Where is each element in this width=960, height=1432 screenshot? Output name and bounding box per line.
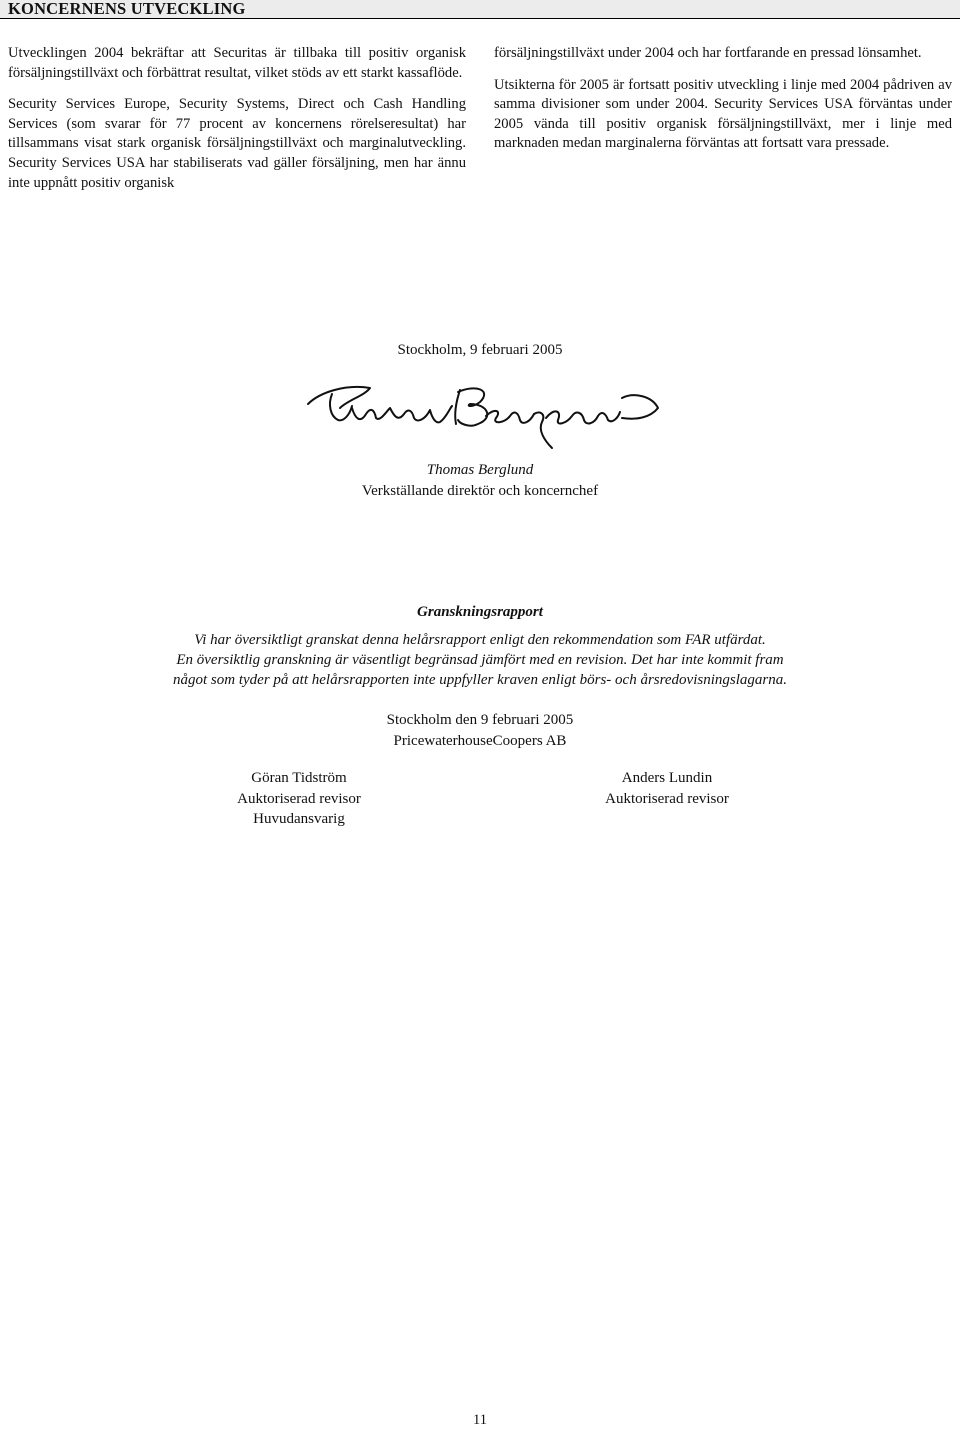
section-header-bar bbox=[0, 0, 960, 19]
right-column bbox=[494, 44, 952, 166]
auditor-name: Göran Tidström bbox=[251, 770, 347, 786]
review-line: En översiktlig granskning är väsentligt begränsad jämfört med en revision. Det har inte kommit fram bbox=[176, 652, 784, 668]
review-place-date: Stockholm den 9 februari 2005 bbox=[386, 712, 574, 728]
left-column bbox=[8, 44, 466, 205]
signature-image bbox=[300, 378, 670, 458]
page-number: 11 bbox=[473, 1412, 487, 1428]
signer-title: Verkställande direktör och koncernchef bbox=[361, 483, 599, 499]
review-line: Vi har översiktligt granskat denna helårsrapport enligt den rekommendation som FAR utfärdat. bbox=[194, 632, 766, 648]
section-title: KONCERNENS UTVECKLING bbox=[8, 0, 246, 18]
auditor-block bbox=[517, 768, 817, 809]
audit-firm: PricewaterhouseCoopers AB bbox=[393, 733, 567, 749]
auditor-role: Auktoriserad revisor bbox=[237, 790, 361, 807]
paragraph: Utsikterna för 2005 är fortsatt positiv utveckling i linje med 2004 pådriven av samma divisioner som under 2004. Security Services USA förväntas under 2005 vända till positiv organisk försäljningstillväxt, mer i linje med marknaden medan marginalerna förväntas att fortsatt vara pressade. bbox=[494, 76, 952, 152]
auditor-name: Anders Lundin bbox=[621, 770, 713, 786]
paragraph: försäljningstillväxt under 2004 och har fortfarande en pressad lönsamhet. bbox=[494, 45, 922, 61]
signoff-place-date: Stockholm, 9 februari 2005 bbox=[397, 342, 563, 358]
auditor-role: Auktoriserad revisor bbox=[605, 790, 729, 807]
paragraph: Utvecklingen 2004 bekräftar att Securitas är tillbaka till positiv organisk försäljningstillväxt och förbättrat resultat, vilket stöds av ett starkt kassaflöde. bbox=[8, 45, 466, 81]
auditor-block bbox=[149, 768, 449, 830]
review-heading: Granskningsrapport bbox=[417, 604, 543, 620]
signer-name: Thomas Berglund bbox=[426, 462, 534, 478]
auditor-note: Huvudansvarig bbox=[253, 811, 345, 827]
review-line: något som tyder på att helårsrapporten inte uppfyller kraven enligt börs- och årsredovisningslagarna. bbox=[173, 672, 787, 688]
paragraph: Security Services Europe, Security Systems, Direct och Cash Handling Services (som svarar för 77 procent av koncernens rörelseresultat) har tillsammans visat stark organisk försäljningstillväxt och marginalutveckling. Security Services USA har stabiliserats vad gäller försäljning, men har ännu inte uppnått positiv organisk bbox=[8, 96, 466, 191]
